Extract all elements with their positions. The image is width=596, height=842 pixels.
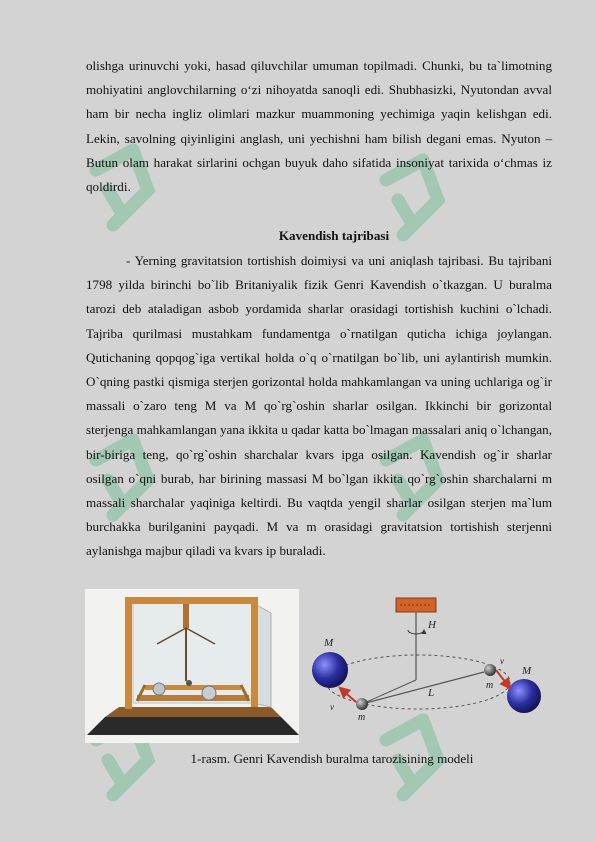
small-sphere-left [356, 698, 368, 710]
velocity-left-label: v⃗ [330, 702, 341, 712]
torsion-balance-diagram [300, 592, 556, 744]
big-mass-left-label: M [324, 637, 334, 649]
intro-paragraph: olishga urinuvchi yoki, hasad qiluvchilar umuman topilmadi. Chunki, bu ta`limotning mohiyatini anglovchilarning o‘zi nihoyatda sanoqli edi. Shubhasizki, Nyutondan avval ham bir necha ingliz olimlari mazkur muammoning yechimiga yaqin kelishgan edi. Lekin, savolning qiyinligini anglash, uni yechishni ham bilish degani emas. Nyuton – Butun olam harakat sirlarini ochgan buyuk daho sifatida insoniyat tarixida o‘chmas iz qoldirdi. [86, 58, 552, 195]
big-sphere-right [507, 679, 541, 713]
section-heading: Kavendish tajribasi [278, 228, 390, 243]
apparatus-photo [85, 589, 299, 743]
small-sphere-right [484, 664, 496, 676]
rod-length-label: L [428, 687, 435, 699]
axis-label: H [428, 619, 436, 631]
big-sphere-left [312, 652, 348, 688]
small-mass-left-label: m [358, 712, 366, 723]
experiment-paragraph: - Yerning gravitatsion tortishish doimiysi va uni aniqlash tajribasi. Bu tajribani 1798 yilda birinchi bo`lib Britaniyalik fizik Genri Kavendish o`tkazgan. U buralma tarozi deb ataladigan asbob yordamida sharlar orasidagi tortishish kuchini o`lchadi. Tajriba qurilmasi mustahkam fundamentga o`rnatilgan qutichа ichiga joylangan. Qutichaning qopqog`iga vertikal holda o`q o`rnatilgan bo`lib, uni aylantirish mumkin. O`qning pastki qismiga sterjen gorizontal holda mahkamlangan va uning uchlariga og`ir massali o`zaro teng M va M qo`rg`oshin sharlar osilgan. Ikkinchi bir gorizontal sterjenga mahkamlangan yana ikkita u qadar katta bo`lmagan massalari aniq o`lchangan, bir-biriga teng, qo`rg`oshin sharchalar kvars ipga osilgan. Kavendish og`ir sharlar osilgan o`qni burab, har birining massasi M bo`lgan ikkita qo`rg`oshin sharchalarni m massali sharchalar yaqiniga keltirdi. Bu vaqtda yengil sharlar osilgan sterjen ma`lum burchakka burilganini payqadi. M va m orasidagi gravitatsion tortishish sterjenni aylanishga majbur qiladi va kvars ip buraladi. [86, 253, 552, 559]
velocity-right-label: v⃗ [500, 656, 511, 666]
figure-caption: 1-rasm. Genri Kavendish buralma tarozisining modeli [190, 751, 474, 766]
small-mass-right-label: m [486, 680, 494, 691]
big-mass-right-label: M [522, 665, 532, 677]
